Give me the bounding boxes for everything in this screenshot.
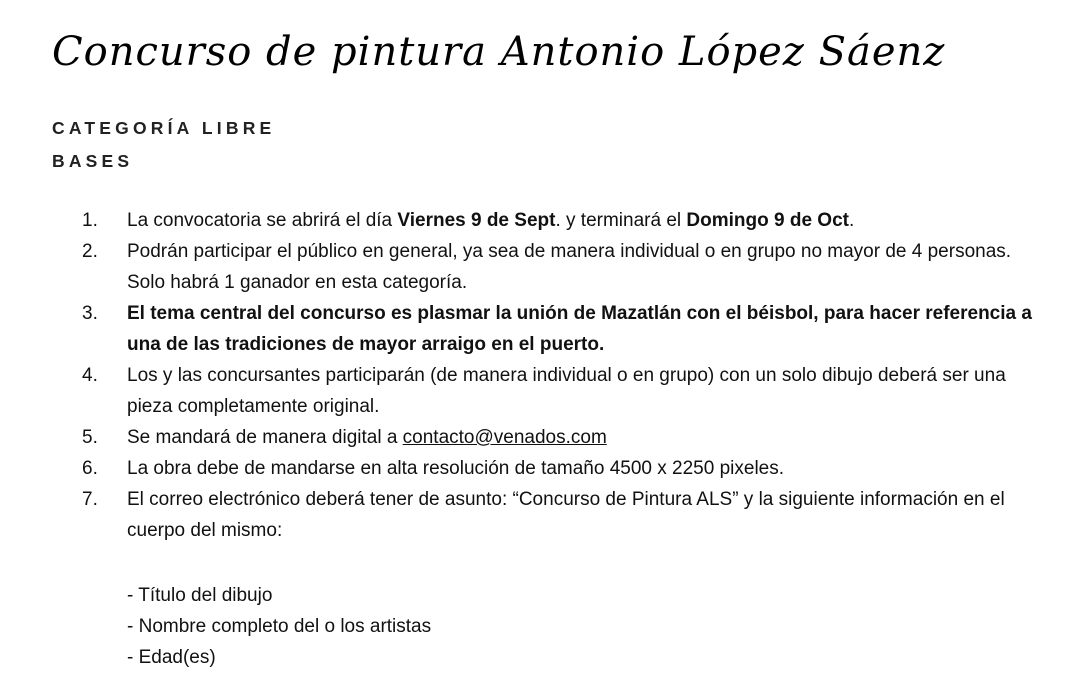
rule-item-6	[82, 453, 1042, 484]
detail-item-age: - Edad(es)	[127, 647, 216, 668]
rule-text: El correo electrónico deberá tener de asunto: “Concurso de Pintura ALS” y la siguiente información en el cuerpo del mismo:	[127, 489, 1005, 541]
close-date: Domingo 9 de Oct	[686, 210, 849, 231]
detail-item-artist-name: - Nombre completo del o los artistas	[127, 616, 432, 637]
detail-item-title: - Título del dibujo	[127, 585, 273, 606]
rule-text: Los y las concursantes participarán (de manera individual o en grupo) con un solo dibujo deberá ser una pieza completamente original.	[127, 365, 1006, 417]
rule-number: 2.	[82, 241, 98, 262]
rule-item-3	[82, 298, 1042, 360]
rule-number: 7.	[82, 489, 98, 510]
rule-number: 5.	[82, 427, 98, 448]
rule-item-4	[82, 360, 1042, 422]
rule-number: 6.	[82, 458, 98, 479]
rule-1-text-part: .	[848, 210, 855, 231]
open-date: Viernes 9 de Sept	[397, 210, 556, 231]
rule-text	[127, 205, 1042, 236]
rule-item-2	[82, 236, 1042, 298]
email-link[interactable]: contacto@venados.com	[402, 427, 607, 448]
bases-heading: BASES	[52, 151, 134, 171]
rule-1-text-part: La convocatoria se abrirá el día	[127, 210, 398, 231]
rule-number: 3.	[82, 303, 98, 324]
rule-text	[127, 422, 1042, 453]
email-details-list	[127, 580, 431, 673]
rules-list	[82, 205, 1042, 546]
rule-number: 4.	[82, 365, 98, 386]
rule-text: Podrán participar el público en general, ya sea de manera individual o en grupo no mayor de 4 personas. Solo habrá 1 ganador en esta categoría.	[127, 241, 1012, 293]
category-heading: CATEGORÍA LIBRE	[52, 118, 276, 138]
rule-number: 1.	[82, 210, 98, 231]
rule-1-text-part: . y terminará el	[555, 210, 687, 231]
document-title: Concurso de pintura Antonio López Sáenz	[52, 29, 946, 75]
rule-item-5	[82, 422, 1042, 453]
rule-item-7	[82, 484, 1042, 546]
rule-text: El tema central del concurso es plasmar la unión de Mazatlán con el béisbol, para hacer referencia a una de las tradiciones de mayor arraigo en el puerto.	[127, 303, 1032, 355]
rule-text: La obra debe de mandarse en alta resolución de tamaño 4500 x 2250 pixeles.	[127, 458, 785, 479]
rule-5-text-part: Se mandará de manera digital a	[127, 427, 403, 448]
rule-item-1	[82, 205, 1042, 236]
